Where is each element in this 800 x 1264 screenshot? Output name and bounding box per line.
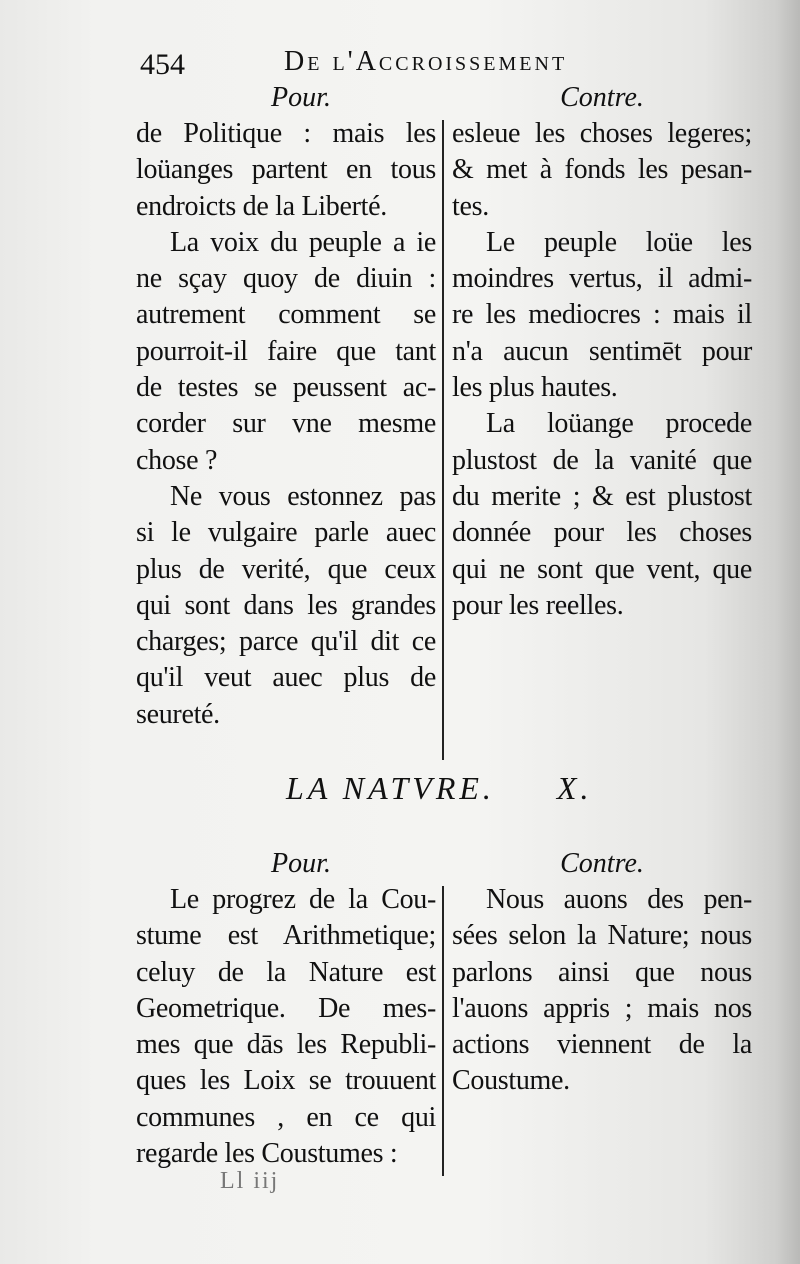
text-line: du merite ; & est plustost [452, 480, 752, 512]
section-heading [286, 770, 666, 807]
text-line: re les mediocres : mais il [452, 299, 752, 331]
text-line: de testes se peussent ac- [136, 372, 436, 404]
text-line: La voix du peuple a ie [170, 226, 436, 258]
column-heading-contre: Contre. [560, 82, 644, 113]
column-text [452, 116, 752, 624]
text-line: & met à fonds les pesan- [452, 154, 752, 186]
text-line: charges; parce qu'il dit ce [136, 626, 436, 658]
paragraph [136, 116, 436, 225]
text-line: qui ne sont que vent, que [452, 553, 752, 585]
paragraph [136, 882, 436, 1172]
text-line: La loüange procede [486, 408, 752, 440]
text-line: de Politique : mais les [136, 118, 436, 149]
text-line: plus de verité, que ceux [136, 553, 436, 585]
text-line: esleue les choses legeres; [452, 118, 752, 149]
text-line: regarde les Coustumes : [136, 1138, 398, 1170]
text-line: stume est Arithmetique; [136, 920, 436, 952]
text-line: actions viennent de la [452, 1029, 752, 1061]
text-line: corder sur vne mesme [136, 408, 436, 440]
text-line: moindres vertus, il admi- [452, 263, 752, 295]
text-line: qu'il veut auec plus de [136, 662, 436, 694]
section-pour-contre-2 [136, 846, 756, 1176]
text-line: qui sont dans les grandes [136, 589, 436, 621]
column-heading-pour: Pour. [271, 848, 331, 879]
text-line: parlons ainsi que nous [452, 956, 752, 988]
column-divider [442, 886, 444, 1176]
column-heading-pour: Pour. [271, 82, 331, 113]
text-line: ques les Loix se trouuent [136, 1065, 436, 1097]
text-line: Le peuple loüe les [486, 226, 752, 258]
running-title: De l'Accroissement [284, 46, 568, 77]
text-line: pour les reelles. [452, 589, 624, 621]
text-line: mes que dās les Republi- [136, 1029, 436, 1061]
column-contre [452, 846, 752, 1100]
text-line: celuy de la Nature est [136, 956, 436, 988]
text-line: tes. [452, 190, 489, 222]
text-line: Le progrez de la Cou- [170, 884, 436, 915]
text-line: l'auons appris ; mais nos [452, 992, 752, 1024]
column-pour [136, 80, 436, 733]
paragraph [136, 479, 436, 733]
column-divider [442, 120, 444, 760]
text-line: les plus hautes. [452, 372, 618, 404]
text-line: ne sçay quoy de diuin : [136, 263, 436, 295]
paragraph [452, 406, 752, 624]
text-line: Nous auons des pen- [486, 884, 752, 915]
page-header [140, 40, 640, 80]
paragraph [452, 882, 752, 1100]
column-heading-contre: Contre. [560, 848, 644, 879]
text-line: Ne vous estonnez pas [170, 480, 436, 512]
text-line: endroicts de la Liberté. [136, 190, 387, 222]
section-pour-contre-1 [136, 80, 756, 750]
paragraph [452, 116, 752, 225]
paragraph [136, 225, 436, 479]
text-line: seureté. [136, 698, 220, 730]
text-line: si le vulgaire parle auec [136, 517, 436, 549]
column-text [136, 116, 436, 733]
column-pour [136, 846, 436, 1172]
page-number: 454 [140, 48, 185, 81]
text-line: Geometrique. De mes- [136, 992, 436, 1024]
text-line: loüanges partent en tous [136, 154, 436, 186]
text-line: pourroit-il faire que tant [136, 335, 436, 367]
text-line: plustost de la vanité que [452, 444, 752, 476]
text-line: Coustume. [452, 1065, 570, 1097]
text-line: autrement comment se [136, 299, 436, 331]
signature-mark: Ll iij [220, 1168, 280, 1194]
text-line: chose ? [136, 444, 218, 476]
section-title: LA NATVRE. [286, 770, 495, 806]
section-number: X. [556, 770, 593, 806]
paragraph [452, 225, 752, 406]
column-contre [452, 80, 752, 624]
text-line: n'a aucun sentimēt pour [452, 335, 752, 367]
text-line: donnée pour les choses [452, 517, 752, 549]
column-text [452, 882, 752, 1100]
text-line: communes , en ce qui [136, 1101, 436, 1133]
column-text [136, 882, 436, 1172]
text-line: sées selon la Nature; nous [452, 920, 752, 952]
